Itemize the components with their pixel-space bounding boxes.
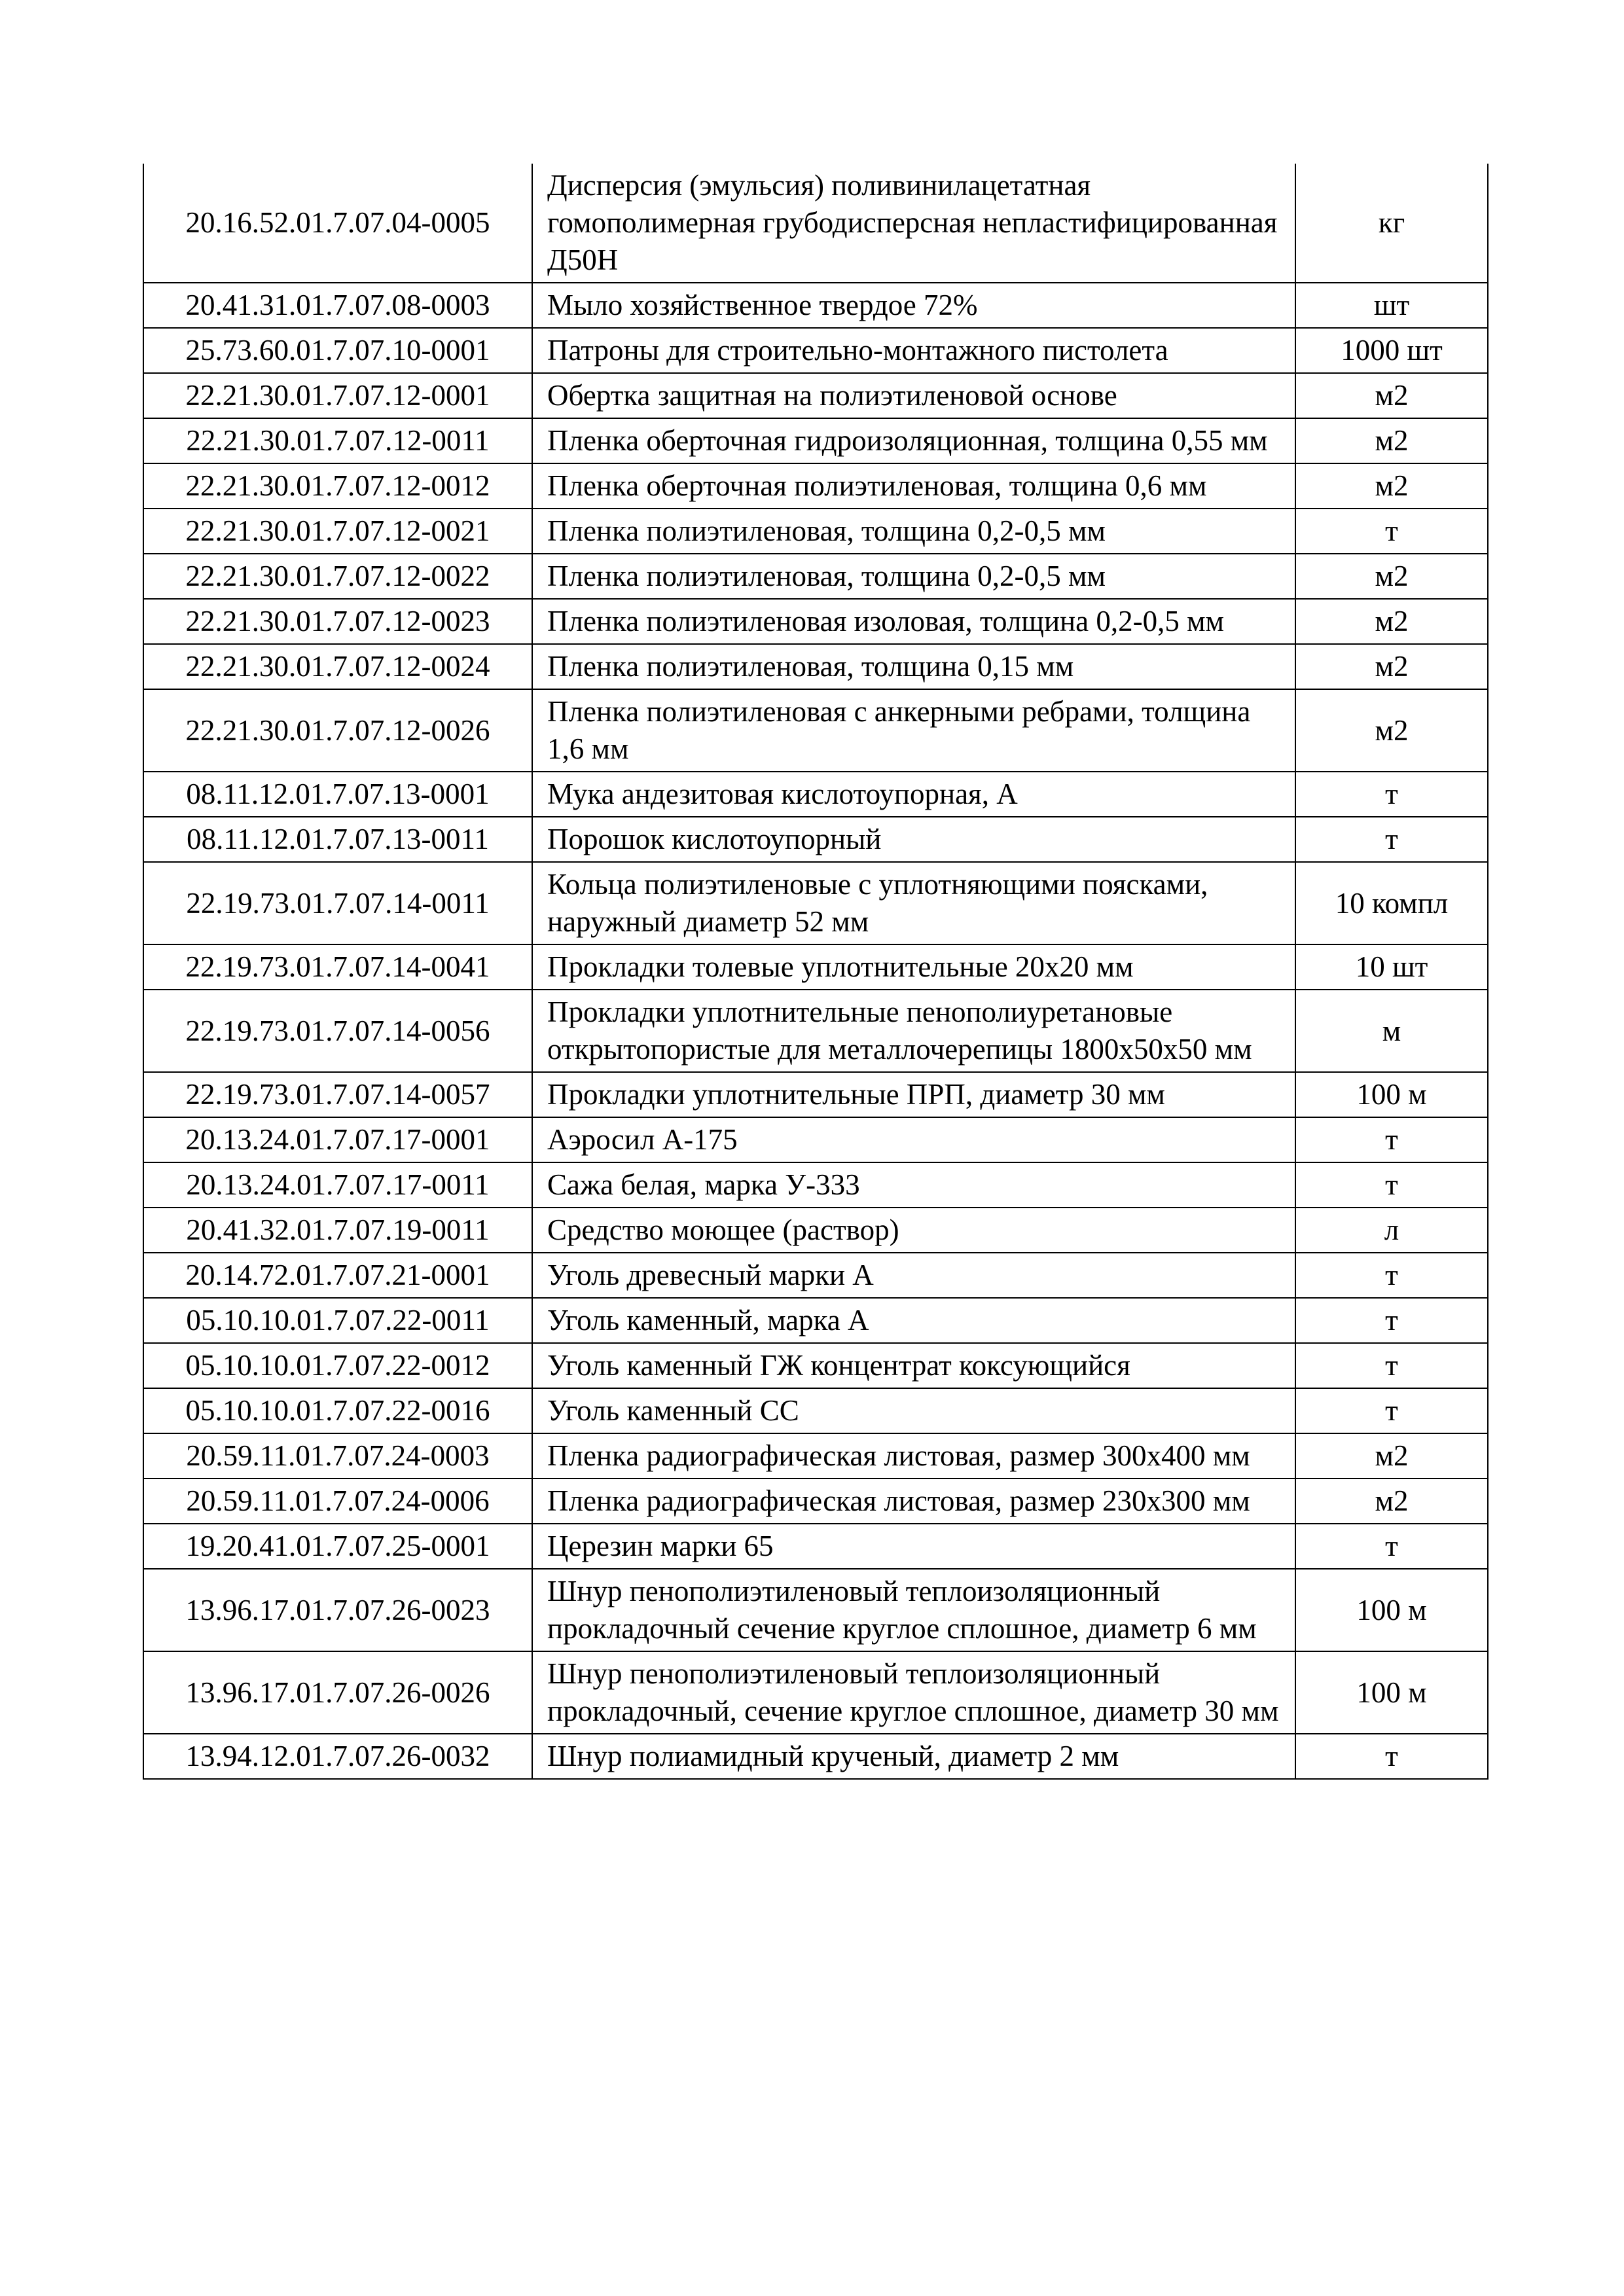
material-code-cell: 13.96.17.01.7.07.26-0023 [143, 1569, 532, 1651]
material-code-cell: 22.21.30.01.7.07.12-0001 [143, 373, 532, 418]
material-code-cell: 05.10.10.01.7.07.22-0011 [143, 1298, 532, 1343]
unit-cell: т [1295, 1298, 1488, 1343]
material-name-cell: Сажа белая, марка У-333 [532, 1162, 1295, 1208]
material-code-cell: 19.20.41.01.7.07.25-0001 [143, 1524, 532, 1569]
material-name-cell: Уголь каменный СС [532, 1388, 1295, 1433]
unit-cell: м2 [1295, 1479, 1488, 1524]
unit-cell: т [1295, 772, 1488, 817]
material-name-cell: Пленка полиэтиленовая, толщина 0,2-0,5 мм [532, 554, 1295, 599]
table-row [143, 1253, 1488, 1298]
table-row [143, 599, 1488, 644]
material-code-cell: 08.11.12.01.7.07.13-0011 [143, 817, 532, 862]
material-code-cell: 20.13.24.01.7.07.17-0011 [143, 1162, 532, 1208]
material-name-cell: Обертка защитная на полиэтиленовой основе [532, 373, 1295, 418]
material-name-cell: Уголь каменный ГЖ концентрат коксующийся [532, 1343, 1295, 1388]
material-name-cell: Пленка оберточная гидроизоляционная, толщина 0,55 мм [532, 418, 1295, 463]
material-code-cell: 22.21.30.01.7.07.12-0024 [143, 644, 532, 689]
material-name-cell: Прокладки толевые уплотнительные 20х20 мм [532, 944, 1295, 990]
table-row [143, 1343, 1488, 1388]
unit-cell: м2 [1295, 463, 1488, 509]
table-row [143, 772, 1488, 817]
material-code-cell: 20.41.31.01.7.07.08-0003 [143, 283, 532, 328]
table-row [143, 1651, 1488, 1734]
table-row [143, 373, 1488, 418]
material-code-cell: 20.59.11.01.7.07.24-0003 [143, 1433, 532, 1479]
unit-cell: т [1295, 1162, 1488, 1208]
unit-cell: 10 шт [1295, 944, 1488, 990]
table-row [143, 990, 1488, 1072]
table-row [143, 1569, 1488, 1651]
material-code-cell: 20.14.72.01.7.07.21-0001 [143, 1253, 532, 1298]
material-name-cell: Шнур пенополиэтиленовый теплоизоляционный прокладочный сечение круглое сплошное, диаметр 6 мм [532, 1569, 1295, 1651]
table-row [143, 164, 1488, 283]
material-code-cell: 22.21.30.01.7.07.12-0011 [143, 418, 532, 463]
material-code-cell: 22.21.30.01.7.07.12-0022 [143, 554, 532, 599]
material-name-cell: Пленка оберточная полиэтиленовая, толщина 0,6 мм [532, 463, 1295, 509]
material-code-cell: 20.16.52.01.7.07.04-0005 [143, 164, 532, 283]
unit-cell: т [1295, 1388, 1488, 1433]
table-row [143, 862, 1488, 944]
material-name-cell: Мыло хозяйственное твердое 72% [532, 283, 1295, 328]
material-name-cell: Средство моющее (раствор) [532, 1208, 1295, 1253]
material-name-cell: Уголь древесный марки А [532, 1253, 1295, 1298]
material-code-cell: 22.21.30.01.7.07.12-0021 [143, 509, 532, 554]
table-row [143, 817, 1488, 862]
table-row [143, 463, 1488, 509]
material-name-cell: Шнур пенополиэтиленовый теплоизоляционный прокладочный, сечение круглое сплошное, диаметр 30 мм [532, 1651, 1295, 1734]
table-row [143, 1298, 1488, 1343]
table-row [143, 644, 1488, 689]
table-row [143, 1162, 1488, 1208]
unit-cell: т [1295, 1343, 1488, 1388]
unit-cell: 100 м [1295, 1651, 1488, 1734]
material-name-cell: Дисперсия (эмульсия) поливинилацетатная гомополимерная грубодисперсная непластифицированная Д50Н [532, 164, 1295, 283]
table-row [143, 1524, 1488, 1569]
unit-cell: л [1295, 1208, 1488, 1253]
material-code-cell: 20.41.32.01.7.07.19-0011 [143, 1208, 532, 1253]
unit-cell: м2 [1295, 373, 1488, 418]
unit-cell: 100 м [1295, 1072, 1488, 1117]
unit-cell: м2 [1295, 418, 1488, 463]
materials-table [143, 164, 1489, 1780]
material-code-cell: 25.73.60.01.7.07.10-0001 [143, 328, 532, 373]
material-code-cell: 13.94.12.01.7.07.26-0032 [143, 1734, 532, 1779]
table-row [143, 1388, 1488, 1433]
unit-cell: м2 [1295, 554, 1488, 599]
material-code-cell: 22.21.30.01.7.07.12-0012 [143, 463, 532, 509]
table-row [143, 944, 1488, 990]
unit-cell: 100 м [1295, 1569, 1488, 1651]
unit-cell: 1000 шт [1295, 328, 1488, 373]
table-row [143, 1479, 1488, 1524]
material-code-cell: 13.96.17.01.7.07.26-0026 [143, 1651, 532, 1734]
material-code-cell: 20.13.24.01.7.07.17-0001 [143, 1117, 532, 1162]
table-row [143, 509, 1488, 554]
material-code-cell: 22.19.73.01.7.07.14-0011 [143, 862, 532, 944]
material-name-cell: Прокладки уплотнительные ПРП, диаметр 30 мм [532, 1072, 1295, 1117]
table-row [143, 418, 1488, 463]
table-row [143, 1117, 1488, 1162]
material-name-cell: Шнур полиамидный крученый, диаметр 2 мм [532, 1734, 1295, 1779]
material-name-cell: Пленка полиэтиленовая с анкерными ребрами, толщина 1,6 мм [532, 689, 1295, 772]
unit-cell: шт [1295, 283, 1488, 328]
table-row [143, 1208, 1488, 1253]
table-row [143, 283, 1488, 328]
unit-cell: м2 [1295, 599, 1488, 644]
unit-cell: т [1295, 1253, 1488, 1298]
material-name-cell: Уголь каменный, марка А [532, 1298, 1295, 1343]
unit-cell: т [1295, 1524, 1488, 1569]
material-name-cell: Кольца полиэтиленовые с уплотняющими поясками, наружный диаметр 52 мм [532, 862, 1295, 944]
material-name-cell: Порошок кислотоупорный [532, 817, 1295, 862]
material-name-cell: Пленка полиэтиленовая изоловая, толщина 0,2-0,5 мм [532, 599, 1295, 644]
table-row [143, 554, 1488, 599]
table-row [143, 689, 1488, 772]
table-row [143, 328, 1488, 373]
unit-cell: м2 [1295, 1433, 1488, 1479]
material-name-cell: Мука андезитовая кислотоупорная, А [532, 772, 1295, 817]
table-row [143, 1072, 1488, 1117]
unit-cell: м2 [1295, 689, 1488, 772]
unit-cell: т [1295, 1734, 1488, 1779]
material-code-cell: 20.59.11.01.7.07.24-0006 [143, 1479, 532, 1524]
material-name-cell: Аэросил А-175 [532, 1117, 1295, 1162]
material-code-cell: 22.21.30.01.7.07.12-0023 [143, 599, 532, 644]
material-code-cell: 22.19.73.01.7.07.14-0057 [143, 1072, 532, 1117]
material-code-cell: 22.19.73.01.7.07.14-0056 [143, 990, 532, 1072]
unit-cell: кг [1295, 164, 1488, 283]
material-code-cell: 22.19.73.01.7.07.14-0041 [143, 944, 532, 990]
material-name-cell: Патроны для строительно-монтажного пистолета [532, 328, 1295, 373]
material-name-cell: Церезин марки 65 [532, 1524, 1295, 1569]
unit-cell: т [1295, 509, 1488, 554]
material-code-cell: 08.11.12.01.7.07.13-0001 [143, 772, 532, 817]
unit-cell: т [1295, 817, 1488, 862]
material-name-cell: Пленка полиэтиленовая, толщина 0,15 мм [532, 644, 1295, 689]
unit-cell: 10 компл [1295, 862, 1488, 944]
materials-table-body [143, 164, 1488, 1779]
unit-cell: м2 [1295, 644, 1488, 689]
material-name-cell: Пленка полиэтиленовая, толщина 0,2-0,5 мм [532, 509, 1295, 554]
unit-cell: м [1295, 990, 1488, 1072]
material-name-cell: Прокладки уплотнительные пенополиуретановые открытопористые для металлочерепицы 1800х50х50 мм [532, 990, 1295, 1072]
material-name-cell: Пленка радиографическая листовая, размер 230х300 мм [532, 1479, 1295, 1524]
material-code-cell: 05.10.10.01.7.07.22-0016 [143, 1388, 532, 1433]
material-code-cell: 05.10.10.01.7.07.22-0012 [143, 1343, 532, 1388]
material-name-cell: Пленка радиографическая листовая, размер 300х400 мм [532, 1433, 1295, 1479]
material-code-cell: 22.21.30.01.7.07.12-0026 [143, 689, 532, 772]
table-row [143, 1433, 1488, 1479]
table-row [143, 1734, 1488, 1779]
unit-cell: т [1295, 1117, 1488, 1162]
